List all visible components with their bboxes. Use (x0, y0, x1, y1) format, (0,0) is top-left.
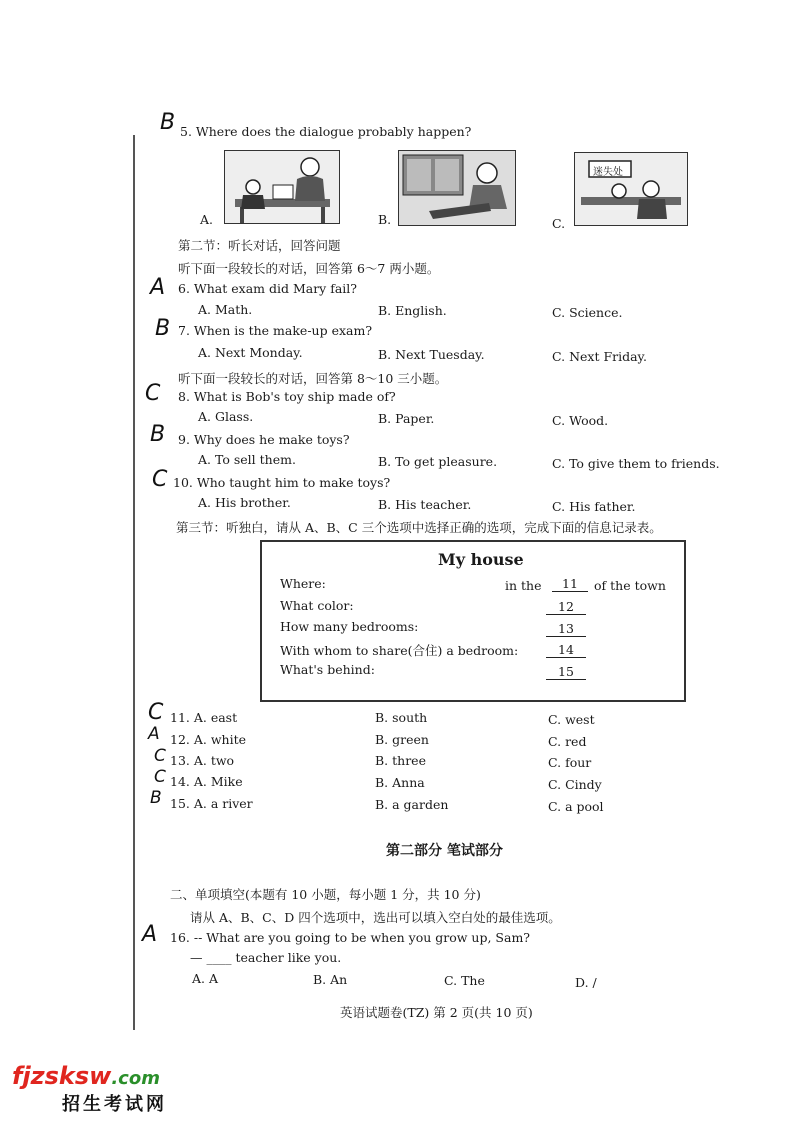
q14-option-b: B. Anna (375, 775, 425, 790)
part2-title: 第二部分 笔试部分 (386, 843, 503, 859)
q6-option-c: C. Science. (552, 305, 623, 320)
table-share-label: With whom to share(合住) a bedroom: (280, 643, 519, 658)
table-where-label: Where: (280, 576, 326, 591)
q15-option-c: C. a pool (548, 799, 604, 814)
section2-title: 第二节：听长对话，回答问题 (178, 238, 341, 253)
q16-option-d: D. / (575, 975, 597, 990)
table-color-label: What color: (280, 598, 354, 613)
q6-option-a: A. Math. (198, 302, 253, 317)
q10-option-a: A. His brother. (198, 495, 291, 510)
q10-handwritten-answer: C (152, 467, 168, 492)
q5-question: 5. Where does the dialogue probably happen? (180, 124, 472, 139)
table-behind-label: What's behind: (280, 662, 375, 677)
q8-question: 8. What is Bob's toy ship made of? (178, 389, 396, 404)
q7-option-c: C. Next Friday. (552, 349, 647, 364)
q5-picture-c (574, 152, 688, 226)
q9-option-c: C. To give them to friends. (552, 456, 720, 471)
q7-option-a: A. Next Monday. (198, 345, 303, 360)
q5-sign-text: 迷失处 (593, 167, 623, 178)
q13-handwritten-answer: C (154, 746, 166, 766)
q14-option-c: C. Cindy (548, 777, 602, 792)
q11-option-c: C. west (548, 712, 595, 727)
q8-option-a: A. Glass. (198, 409, 254, 424)
q14-handwritten-answer: C (154, 767, 166, 787)
q11-option-b: B. south (375, 710, 428, 725)
q15-handwritten-answer: B (150, 788, 162, 808)
q16-option-b: B. An (313, 972, 348, 987)
q16-question: 16. -- What are you going to be when you grow up, Sam? (170, 930, 531, 945)
q10-option-c: C. His father. (552, 499, 636, 514)
fill-section-title: 二、单项填空(本题有 10 小题，每小题 1 分，共 10 分) (170, 887, 481, 902)
q16-handwritten-answer: A (142, 922, 158, 947)
q8-option-b: B. Paper. (378, 411, 435, 426)
q10-option-b: B. His teacher. (378, 497, 472, 512)
q7-question: 7. When is the make-up exam? (178, 323, 373, 338)
blank-12: 12 (546, 599, 586, 615)
table-title: My house (438, 550, 524, 569)
q6-question: 6. What exam did Mary fail? (178, 281, 357, 296)
q13-option-b: B. three (375, 753, 426, 768)
q5-picture-b (398, 150, 516, 226)
section3-title: 第三节：听独白，请从 A、B、C 三个选项中选择正确的选项，完成下面的信息记录表。 (176, 520, 662, 535)
q5-option-c-label: C. (552, 216, 566, 231)
q13-option-c: C. four (548, 755, 592, 770)
blank-13: 13 (546, 621, 586, 637)
site-watermark-logo (12, 1062, 160, 1090)
q7-option-b: B. Next Tuesday. (378, 347, 485, 362)
q11-option-a: 11. A. east (170, 710, 238, 725)
q15-option-a: 15. A. a river (170, 796, 253, 811)
q6-handwritten-answer: A (150, 275, 166, 300)
blank-15: 15 (546, 664, 586, 680)
q16-option-c: C. The (444, 973, 485, 988)
blank-14: 14 (546, 642, 586, 658)
q9-option-b: B. To get pleasure. (378, 454, 498, 469)
q15-option-b: B. a garden (375, 797, 449, 812)
q8-option-c: C. Wood. (552, 413, 609, 428)
q5-option-b-label: B. (378, 212, 392, 227)
table-where-prefix: in the (505, 578, 542, 593)
q7-handwritten-answer: B (155, 316, 171, 341)
q10-question: 10. Who taught him to make toys? (173, 475, 391, 490)
page-footer: 英语试题卷(TZ) 第 2 页(共 10 页) (340, 1005, 533, 1020)
q5-option-a-label: A. (200, 212, 214, 227)
q12-option-b: B. green (375, 732, 429, 747)
fill-section-instruction: 请从 A、B、C、D 四个选项中，选出可以填入空白处的最佳选项。 (190, 910, 561, 925)
section2-intro2: 听下面一段较长的对话，回答第 8～10 三小题。 (178, 371, 448, 386)
q8-handwritten-answer: C (145, 381, 161, 406)
section2-intro: 听下面一段较长的对话，回答第 6～7 两小题。 (178, 261, 440, 276)
q5-handwritten-answer: B (160, 110, 176, 135)
q9-question: 9. Why does he make toys? (178, 432, 350, 447)
q16-response-line: — ____ teacher like you. (190, 950, 342, 965)
watermark-subtitle: 招生考试网 (62, 1094, 167, 1115)
table-bedrooms-label: How many bedrooms: (280, 619, 419, 634)
q9-handwritten-answer: B (150, 422, 166, 447)
binding-margin-line (133, 135, 135, 1030)
blank-11: 11 (552, 576, 588, 592)
table-where-suffix: of the town (594, 578, 666, 593)
watermark-brand: fjzsksw (12, 1062, 112, 1090)
q9-option-a: A. To sell them. (198, 452, 296, 467)
q6-option-b: B. English. (378, 303, 447, 318)
q16-option-a: A. A (192, 971, 219, 986)
q12-handwritten-answer: A (148, 724, 160, 744)
q12-option-c: C. red (548, 734, 587, 749)
q13-option-a: 13. A. two (170, 753, 235, 768)
q5-picture-a (224, 150, 340, 224)
q14-option-a: 14. A. Mike (170, 774, 243, 789)
q11-handwritten-answer: C (148, 700, 164, 725)
q12-option-a: 12. A. white (170, 732, 246, 747)
watermark-tld: .com (111, 1068, 160, 1089)
